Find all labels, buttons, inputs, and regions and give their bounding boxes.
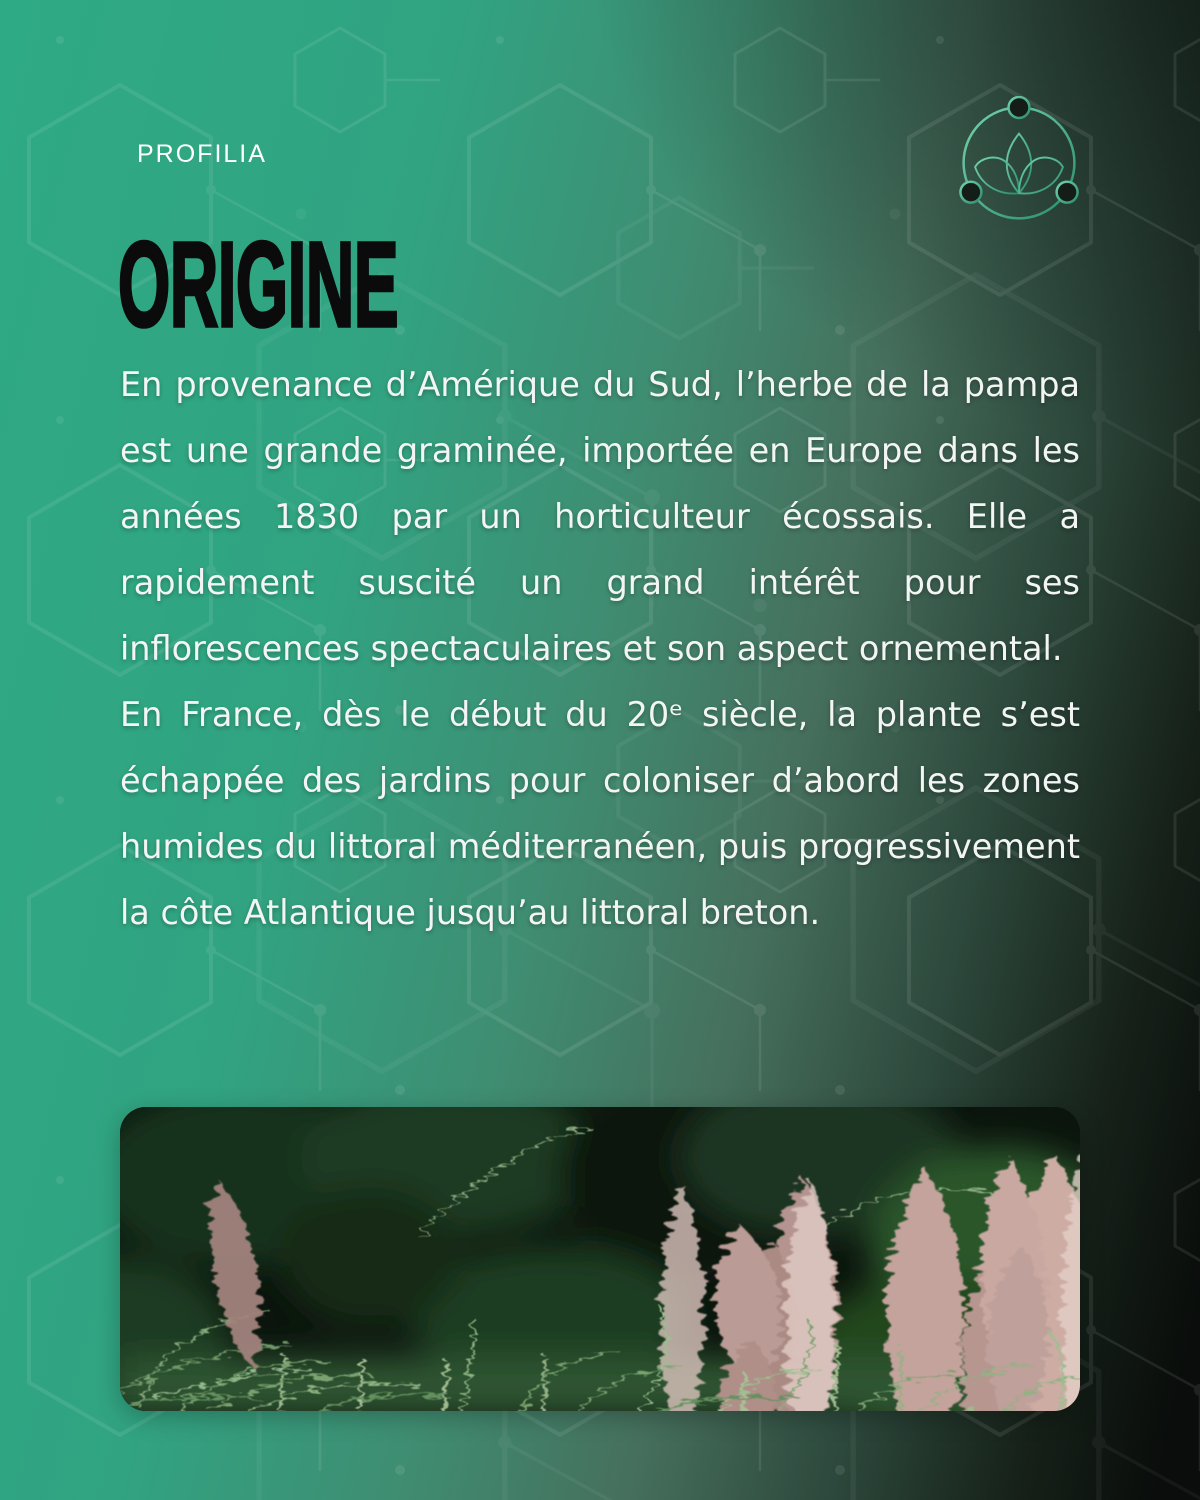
pampas-grass-photo — [120, 1107, 1080, 1411]
page-title: ORIGINE — [118, 217, 399, 353]
paragraph-origin-2: En France, dès le début du 20ᵉ siècle, la plante s’est échappée des jardins pour coloniser d’abord les zones humides du littoral méditerranéen, puis progressivement la côte Atlantique jusqu’au littoral breton. — [120, 695, 1080, 932]
leaf-lotus-circle-icon — [950, 96, 1088, 234]
article-text — [120, 352, 1080, 946]
paragraph-origin-1: En provenance d’Amérique du Sud, l’herbe de la pampa est une grande graminée, importée en Europe dans les années 1830 par un horticulteur écossais. Elle a rapidement suscité un grand intérêt pour ses inflorescences spectaculaires et son aspect ornemental. — [120, 365, 1080, 668]
brand-label: PROFILIA — [137, 140, 267, 168]
